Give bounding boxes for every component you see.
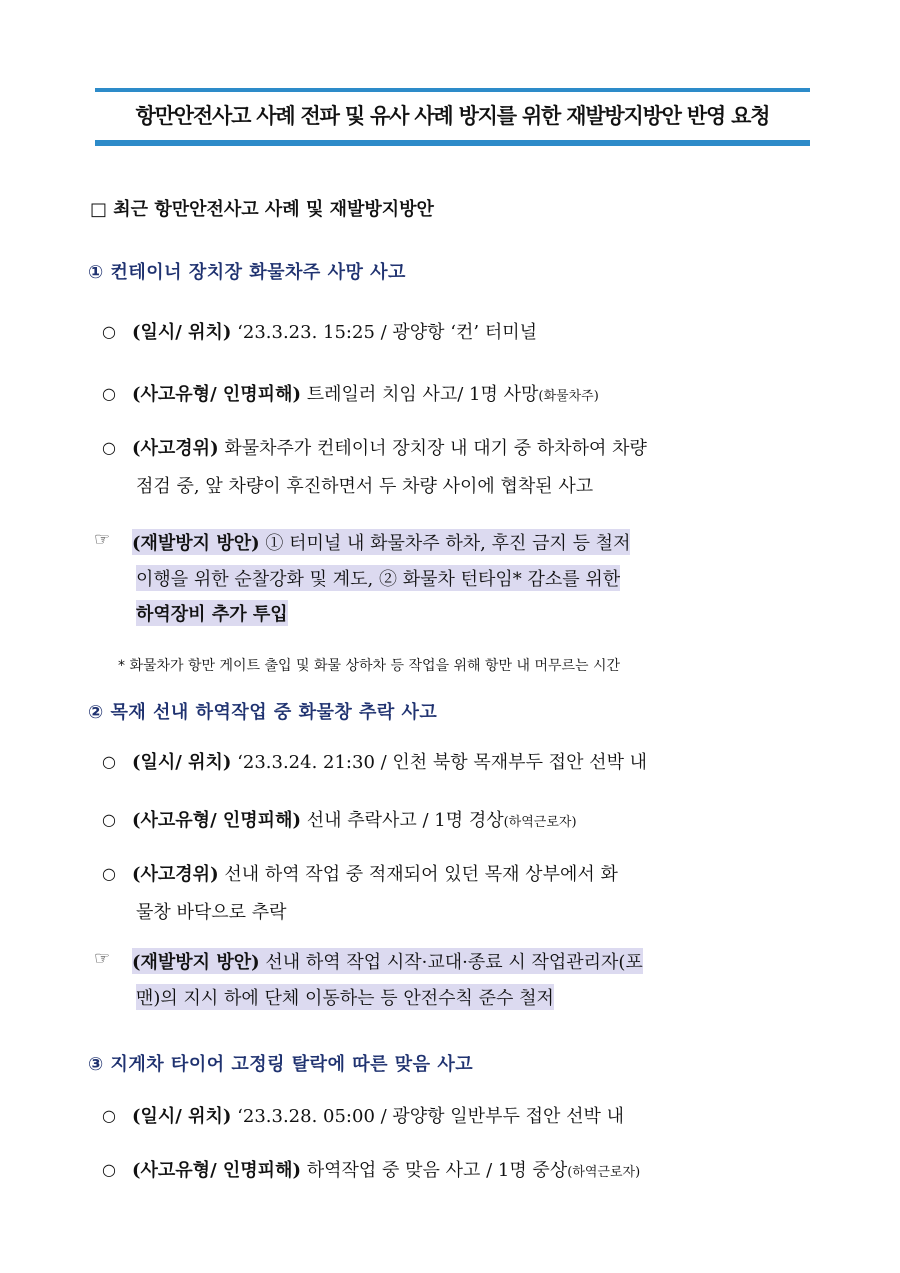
bullet-icon: ○ (102, 438, 116, 457)
case-1-cause-line-1: (사고경위) 화물차주가 컨테이너 장치장 내 대기 중 하차하여 차량 (132, 438, 647, 459)
case-1-prevention-line-2: 이행을 위한 순찰강화 및 계도, ② 화물차 턴타임* 감소를 위한 (136, 565, 620, 591)
case-1-type-line: (사고유형/ 인명피해) 트레일러 치임 사고/ 1명 사망(화물차주) (132, 384, 599, 405)
section-heading: □ 최근 항만안전사고 사례 및 재발방지방안 (90, 199, 434, 220)
case-2-heading: ② 목재 선내 하역작업 중 화물창 추락 사고 (88, 702, 438, 723)
case-1-prevention-line-1: (재발방지 방안) ① 터미널 내 화물차주 하차, 후진 금지 등 철저 (132, 529, 630, 555)
pointing-hand-icon: ☞ (94, 948, 111, 969)
pointing-hand-icon: ☞ (94, 529, 111, 550)
case-1-prevention-line-3: 하역장비 추가 투입 (136, 600, 288, 626)
case-1-datetime-line: (일시/ 위치) ‘23.3.23. 15:25 / 광양항 ‘컨’ 터미널 (132, 322, 538, 343)
bullet-icon: ○ (102, 864, 116, 883)
bullet-icon: ○ (102, 752, 116, 771)
bullet-icon: ○ (102, 384, 116, 403)
case-3-type-line: (사고유형/ 인명피해) 하역작업 중 맞음 사고 / 1명 중상(하역근로자) (132, 1160, 641, 1181)
case-1-cause-line-2: 점검 중, 앞 차량이 후진하면서 두 차량 사이에 협착된 사고 (136, 476, 594, 497)
case-2-type-line: (사고유형/ 인명피해) 선내 추락사고 / 1명 경상(하역근로자) (132, 810, 577, 831)
case-3-datetime-line: (일시/ 위치) ‘23.3.28. 05:00 / 광양항 일반부두 접안 선박 내 (132, 1106, 624, 1127)
case-2-datetime-line: (일시/ 위치) ‘23.3.24. 21:30 / 인천 북항 목재부두 접안 선박 내 (132, 752, 648, 773)
title-bottom-rule (95, 140, 810, 146)
bullet-icon: ○ (102, 810, 116, 829)
case-3-heading: ③ 지게차 타이어 고정링 탈락에 따른 맞음 사고 (88, 1054, 474, 1075)
bullet-icon: ○ (102, 1106, 116, 1125)
case-2-prevention-line-1: (재발방지 방안) 선내 하역 작업 시작·교대·종료 시 작업관리자(포 (132, 948, 643, 974)
case-2-prevention-line-2: 맨)의 지시 하에 단체 이동하는 등 안전수칙 준수 철저 (136, 984, 554, 1010)
case-2-cause-line-2: 물창 바닥으로 추락 (136, 902, 287, 923)
footnote-turn-time: * 화물차가 항만 게이트 출입 및 화물 상하차 등 작업을 위해 항만 내 머무르는 시간 (118, 658, 621, 674)
title-block (95, 88, 810, 146)
case-2-cause-line-1: (사고경위) 선내 하역 작업 중 적재되어 있던 목재 상부에서 화 (132, 864, 618, 885)
bullet-icon: ○ (102, 322, 116, 341)
bullet-icon: ○ (102, 1160, 116, 1179)
case-1-heading: ① 컨테이너 장치장 화물차주 사망 사고 (88, 262, 406, 283)
document-title: 항만안전사고 사례 전파 및 유사 사례 방지를 위한 재발방지방안 반영 요청 (135, 104, 770, 128)
